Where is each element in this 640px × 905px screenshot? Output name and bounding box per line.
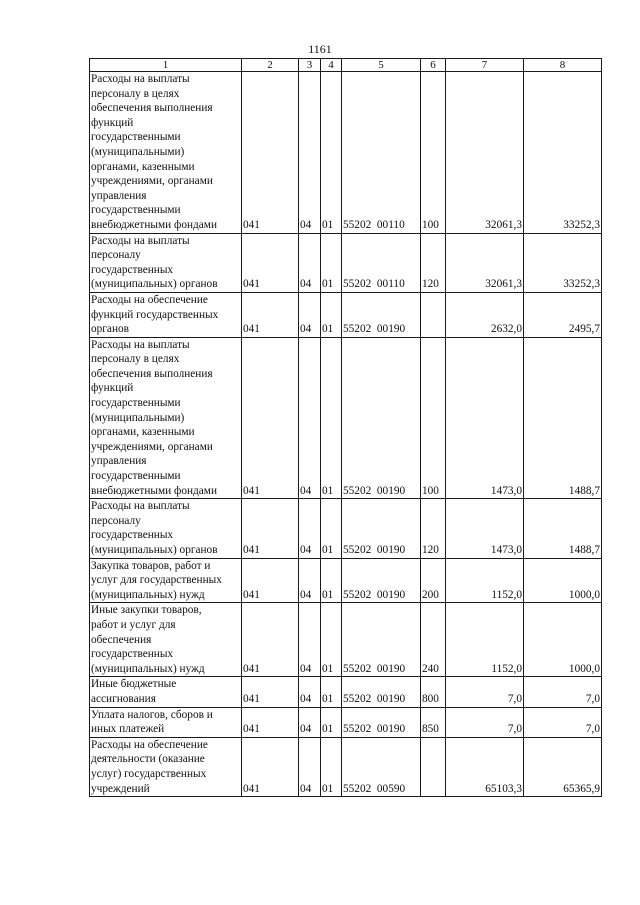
description-line: обеспечения выполнения xyxy=(91,102,213,115)
description-line: Уплата налогов, сборов и xyxy=(91,708,213,721)
description-line: государственных xyxy=(91,529,174,542)
ministry-code-cell: 041 xyxy=(242,558,299,603)
description-line: государственными xyxy=(91,397,181,410)
amount-year2-cell: 1488,7 xyxy=(524,337,602,499)
expense-type-cell: 100 xyxy=(421,72,446,234)
table-row xyxy=(90,292,602,337)
amount-year2-cell: 2495,7 xyxy=(524,292,602,337)
description-line: персоналу xyxy=(91,514,141,527)
description-line: функций государственных xyxy=(91,308,219,321)
description-line: управления xyxy=(91,455,147,468)
section-code-cell: 04 xyxy=(299,677,321,707)
amount-year2-cell: 7,0 xyxy=(524,707,602,737)
table-body xyxy=(90,72,602,797)
amount-year1-cell: 7,0 xyxy=(446,707,524,737)
row-description xyxy=(90,72,242,234)
description-line: услуг) государственных xyxy=(91,767,207,780)
description-line: органами, казенными xyxy=(91,426,195,439)
amount-year1-cell: 1152,0 xyxy=(446,603,524,677)
description-line: государственных xyxy=(91,648,174,661)
description-line: учреждений xyxy=(91,782,150,795)
description-line: учреждениями, органами xyxy=(91,440,213,453)
expense-type-cell: 100 xyxy=(421,337,446,499)
subsection-code-cell: 01 xyxy=(321,603,342,677)
budget-table xyxy=(89,58,602,797)
amount-year1-cell: 7,0 xyxy=(446,677,524,707)
subsection-code-cell: 01 xyxy=(321,292,342,337)
ministry-code-cell: 041 xyxy=(242,707,299,737)
column-header: 4 xyxy=(321,59,342,72)
table-row xyxy=(90,72,602,234)
description-line: учреждениями, органами xyxy=(91,175,213,188)
target-article-cell: 55202 00110 xyxy=(342,233,421,292)
expense-type-cell: 120 xyxy=(421,499,446,558)
row-description xyxy=(90,233,242,292)
row-description xyxy=(90,707,242,737)
description-line: работ и услуг для xyxy=(91,618,176,631)
header-row xyxy=(90,59,602,72)
description-line: деятельности (оказание xyxy=(91,753,205,766)
subsection-code-cell: 01 xyxy=(321,499,342,558)
description-line: Расходы на выплаты xyxy=(91,234,190,247)
description-line: государственными xyxy=(91,470,181,483)
amount-year2-cell: 33252,3 xyxy=(524,72,602,234)
target-article-cell: 55202 00590 xyxy=(342,737,421,796)
target-article-cell: 55202 00190 xyxy=(342,707,421,737)
row-description xyxy=(90,677,242,707)
description-line: обеспечения xyxy=(91,633,152,646)
description-line: (муниципальных) нужд xyxy=(91,662,205,675)
table-row xyxy=(90,677,602,707)
description-line: ассигнования xyxy=(91,692,156,705)
target-article-cell: 55202 00190 xyxy=(342,499,421,558)
amount-year2-cell: 7,0 xyxy=(524,677,602,707)
ministry-code-cell: 041 xyxy=(242,292,299,337)
description-line: (муниципальных) нужд xyxy=(91,588,205,601)
subsection-code-cell: 01 xyxy=(321,233,342,292)
table-row xyxy=(90,737,602,796)
subsection-code-cell: 01 xyxy=(321,737,342,796)
ministry-code-cell: 041 xyxy=(242,677,299,707)
description-line: Иные бюджетные xyxy=(91,678,177,691)
row-description xyxy=(90,337,242,499)
expense-type-cell: 240 xyxy=(421,603,446,677)
description-line: Расходы на выплаты xyxy=(91,73,190,85)
column-header: 6 xyxy=(421,59,446,72)
table-row xyxy=(90,499,602,558)
amount-year2-cell: 1000,0 xyxy=(524,603,602,677)
target-article-cell: 55202 00190 xyxy=(342,558,421,603)
description-line: персоналу в целях xyxy=(91,87,180,100)
description-line: Расходы на обеспечение xyxy=(91,293,208,306)
ministry-code-cell: 041 xyxy=(242,737,299,796)
description-line: функций xyxy=(91,382,134,395)
amount-year1-cell: 1152,0 xyxy=(446,558,524,603)
row-description xyxy=(90,737,242,796)
subsection-code-cell: 01 xyxy=(321,337,342,499)
amount-year1-cell: 32061,3 xyxy=(446,233,524,292)
expense-type-cell: 120 xyxy=(421,233,446,292)
ministry-code-cell: 041 xyxy=(242,72,299,234)
ministry-code-cell: 041 xyxy=(242,603,299,677)
description-line: Расходы на выплаты xyxy=(91,500,190,513)
target-article-cell: 55202 00110 xyxy=(342,72,421,234)
row-description xyxy=(90,603,242,677)
subsection-code-cell: 01 xyxy=(321,72,342,234)
expense-type-cell xyxy=(421,292,446,337)
section-code-cell: 04 xyxy=(299,737,321,796)
description-line: иных платежей xyxy=(91,723,165,736)
amount-year1-cell: 2632,0 xyxy=(446,292,524,337)
column-header: 2 xyxy=(242,59,299,72)
amount-year2-cell: 65365,9 xyxy=(524,737,602,796)
expense-type-cell: 200 xyxy=(421,558,446,603)
amount-year1-cell: 1473,0 xyxy=(446,337,524,499)
amount-year2-cell: 1000,0 xyxy=(524,558,602,603)
section-code-cell: 04 xyxy=(299,603,321,677)
table-row xyxy=(90,337,602,499)
row-description xyxy=(90,558,242,603)
target-article-cell: 55202 00190 xyxy=(342,292,421,337)
page-number: 1161 xyxy=(308,42,332,56)
expense-type-cell xyxy=(421,737,446,796)
description-line: персоналу в целях xyxy=(91,353,180,366)
description-line: функций xyxy=(91,116,134,129)
description-line: (муниципальных) органов xyxy=(91,544,218,556)
description-line: персоналу xyxy=(91,249,141,262)
target-article-cell: 55202 00190 xyxy=(342,677,421,707)
column-header: 7 xyxy=(446,59,524,72)
description-line: органами, казенными xyxy=(91,160,195,173)
description-line: внебюджетными фондами xyxy=(91,218,217,231)
ministry-code-cell: 041 xyxy=(242,233,299,292)
description-line: обеспечения выполнения xyxy=(91,367,213,380)
section-code-cell: 04 xyxy=(299,292,321,337)
description-line: Расходы на обеспечение xyxy=(91,738,208,751)
description-line: Расходы на выплаты xyxy=(91,338,190,351)
section-code-cell: 04 xyxy=(299,558,321,603)
description-line: органов xyxy=(91,323,129,336)
column-header: 3 xyxy=(299,59,321,72)
row-description xyxy=(90,499,242,558)
amount-year2-cell: 1488,7 xyxy=(524,499,602,558)
row-description xyxy=(90,292,242,337)
amount-year1-cell: 1473,0 xyxy=(446,499,524,558)
description-line: (муниципальными) xyxy=(91,145,185,158)
expense-type-cell: 800 xyxy=(421,677,446,707)
table-row xyxy=(90,603,602,677)
amount-year1-cell: 32061,3 xyxy=(446,72,524,234)
column-header: 1 xyxy=(90,59,242,72)
subsection-code-cell: 01 xyxy=(321,707,342,737)
ministry-code-cell: 041 xyxy=(242,499,299,558)
section-code-cell: 04 xyxy=(299,337,321,499)
expense-type-cell: 850 xyxy=(421,707,446,737)
amount-year2-cell: 33252,3 xyxy=(524,233,602,292)
description-line: управления xyxy=(91,189,147,202)
description-line: государственных xyxy=(91,263,174,276)
description-line: Иные закупки товаров, xyxy=(91,604,202,617)
description-line: (муниципальными) xyxy=(91,411,185,424)
subsection-code-cell: 01 xyxy=(321,558,342,603)
description-line: государственными xyxy=(91,131,181,144)
section-code-cell: 04 xyxy=(299,499,321,558)
amount-year1-cell: 65103,3 xyxy=(446,737,524,796)
section-code-cell: 04 xyxy=(299,707,321,737)
target-article-cell: 55202 00190 xyxy=(342,603,421,677)
description-line: (муниципальных) органов xyxy=(91,278,218,291)
table-row xyxy=(90,707,602,737)
column-header: 5 xyxy=(342,59,421,72)
column-header: 8 xyxy=(524,59,602,72)
target-article-cell: 55202 00190 xyxy=(342,337,421,499)
description-line: внебюджетными фондами xyxy=(91,484,217,497)
ministry-code-cell: 041 xyxy=(242,337,299,499)
subsection-code-cell: 01 xyxy=(321,677,342,707)
description-line: Закупка товаров, работ и xyxy=(91,559,211,572)
section-code-cell: 04 xyxy=(299,233,321,292)
table-row xyxy=(90,233,602,292)
table-row xyxy=(90,558,602,603)
description-line: государственными xyxy=(91,204,181,217)
description-line: услуг для государственных xyxy=(91,574,222,587)
section-code-cell: 04 xyxy=(299,72,321,234)
